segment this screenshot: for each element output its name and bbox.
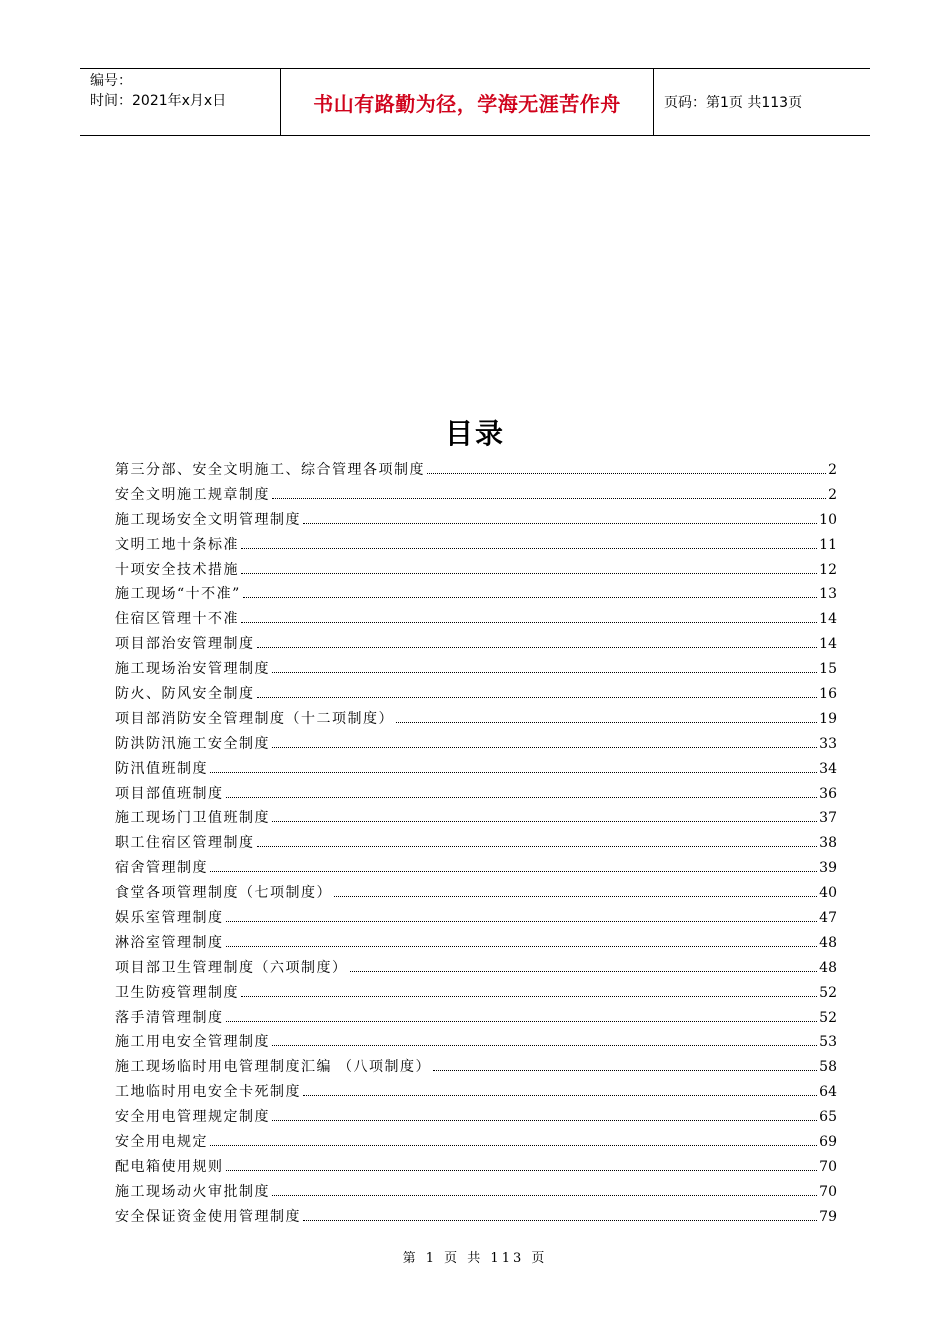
toc-entry[interactable] — [115, 707, 837, 732]
toc-entry-page: 14 — [819, 611, 837, 628]
toc-leader-dots — [334, 895, 817, 897]
toc-leader-dots — [243, 596, 817, 598]
header-meta — [80, 69, 281, 135]
toc-entry-page: 48 — [819, 934, 837, 951]
toc-entry-page: 12 — [819, 561, 837, 578]
toc-leader-dots — [272, 746, 817, 748]
toc-entry-page: 53 — [819, 1034, 837, 1051]
toc-entry-page: 52 — [819, 1009, 837, 1026]
toc-entry-page: 19 — [819, 710, 837, 727]
toc-entry-title: 防火、防风安全制度 — [115, 686, 255, 703]
toc-entry-page: 10 — [819, 511, 837, 528]
toc-entry-page: 14 — [819, 636, 837, 653]
toc-entry-page: 11 — [819, 536, 837, 553]
toc-leader-dots — [257, 696, 818, 698]
toc-entry-page: 38 — [819, 835, 837, 852]
toc-entry[interactable] — [115, 856, 837, 881]
toc-entry[interactable] — [115, 582, 837, 607]
toc-leader-dots — [427, 472, 826, 474]
toc-entry[interactable] — [115, 1080, 837, 1105]
toc-entry[interactable] — [115, 682, 837, 707]
toc-entry[interactable] — [115, 956, 837, 981]
toc-entry-title: 安全用电规定 — [115, 1134, 208, 1151]
toc-entry[interactable] — [115, 831, 837, 856]
toc-entry-page: 15 — [819, 661, 837, 678]
toc-leader-dots — [241, 572, 817, 574]
toc-leader-dots — [303, 522, 817, 524]
toc-entry-title: 食堂各项管理制度（七项制度） — [115, 885, 332, 902]
toc-entry[interactable] — [115, 607, 837, 632]
toc-entry[interactable] — [115, 1105, 837, 1130]
toc-entry[interactable] — [115, 806, 837, 831]
toc-entry[interactable] — [115, 881, 837, 906]
toc-entry[interactable] — [115, 1006, 837, 1031]
toc-entry-page: 58 — [819, 1059, 837, 1076]
toc-leader-dots — [257, 845, 818, 847]
toc-entry-title: 项目部卫生管理制度（六项制度） — [115, 959, 348, 976]
toc-entry-title: 防洪防汛施工安全制度 — [115, 735, 270, 752]
toc-entry[interactable] — [115, 657, 837, 682]
toc-leader-dots — [210, 870, 817, 872]
toc-entry-page: 36 — [819, 785, 837, 802]
toc-entry[interactable] — [115, 632, 837, 657]
header-motto: 书山有路勤为径，学海无涯苦作舟 — [281, 69, 654, 135]
toc-entry-page: 64 — [819, 1084, 837, 1101]
toc-entry-title: 施工用电安全管理制度 — [115, 1034, 270, 1051]
toc-entry-title: 落手清管理制度 — [115, 1009, 224, 1026]
toc-entry-title: 施工现场动火审批制度 — [115, 1183, 270, 1200]
toc-entry-title: 施工现场“十不准” — [115, 586, 241, 603]
toc-leader-dots — [350, 970, 818, 972]
toc-leader-dots — [272, 1194, 817, 1196]
toc-entry-title: 十项安全技术措施 — [115, 561, 239, 578]
toc-leader-dots — [241, 547, 817, 549]
toc-entry-title: 施工现场临时用电管理制度汇编 （八项制度） — [115, 1059, 431, 1076]
toc-leader-dots — [226, 1020, 818, 1022]
toc-entry[interactable] — [115, 533, 837, 558]
table-of-contents — [115, 458, 837, 1230]
toc-entry-page: 2 — [828, 462, 837, 478]
toc-leader-dots — [303, 1094, 817, 1096]
toc-entry-title: 安全保证资金使用管理制度 — [115, 1208, 301, 1225]
toc-entry-page: 48 — [819, 959, 837, 976]
toc-entry-title: 宿舍管理制度 — [115, 860, 208, 877]
toc-entry-title: 施工现场门卫值班制度 — [115, 810, 270, 827]
header-page-info: 页码：第1页 共113页 — [664, 95, 803, 111]
toc-entry[interactable] — [115, 981, 837, 1006]
toc-entry[interactable] — [115, 906, 837, 931]
document-number-label: 编号： — [90, 73, 132, 89]
toc-entry-page: 79 — [819, 1208, 837, 1225]
toc-entry-page: 2 — [828, 486, 837, 503]
toc-entry-page: 13 — [819, 586, 837, 603]
toc-entry[interactable] — [115, 1030, 837, 1055]
toc-entry-title: 防汛值班制度 — [115, 760, 208, 777]
toc-entry-page: 33 — [819, 735, 837, 752]
toc-entry[interactable] — [115, 483, 837, 508]
toc-leader-dots — [210, 771, 817, 773]
toc-entry[interactable] — [115, 1205, 837, 1230]
toc-entry-title: 卫生防疫管理制度 — [115, 984, 239, 1001]
toc-entry[interactable] — [115, 732, 837, 757]
toc-leader-dots — [241, 621, 817, 623]
page-footer: 第 1 页 共 113 页 — [402, 1251, 548, 1266]
toc-leader-dots — [226, 920, 818, 922]
toc-entry-page: 34 — [819, 760, 837, 777]
toc-entry[interactable] — [115, 1180, 837, 1205]
toc-entry-title: 项目部值班制度 — [115, 785, 224, 802]
toc-entry-page: 40 — [819, 885, 837, 902]
toc-leader-dots — [272, 820, 817, 822]
toc-entry[interactable] — [115, 1155, 837, 1180]
toc-entry[interactable] — [115, 782, 837, 807]
toc-entry-page: 37 — [819, 810, 837, 827]
toc-entry[interactable] — [115, 931, 837, 956]
toc-entry-page: 69 — [819, 1134, 837, 1151]
toc-entry-title: 娱乐室管理制度 — [115, 910, 224, 927]
toc-leader-dots — [272, 1044, 817, 1046]
toc-entry-title: 配电箱使用规则 — [115, 1158, 224, 1175]
toc-leader-dots — [272, 497, 826, 499]
document-date: 时间：2021年x月x日 — [90, 93, 227, 109]
toc-title: 目录 — [444, 417, 505, 450]
toc-entry[interactable] — [115, 1130, 837, 1155]
toc-leader-dots — [241, 995, 817, 997]
toc-leader-dots — [226, 796, 818, 798]
toc-entry-page: 52 — [819, 984, 837, 1001]
toc-entry-title: 安全用电管理规定制度 — [115, 1109, 270, 1126]
toc-leader-dots — [226, 1169, 818, 1171]
toc-leader-dots — [303, 1219, 817, 1221]
toc-entry[interactable] — [115, 757, 837, 782]
page-header — [80, 68, 870, 136]
toc-entry-title: 施工现场安全文明管理制度 — [115, 511, 301, 528]
toc-entry-title: 淋浴室管理制度 — [115, 934, 224, 951]
toc-leader-dots — [396, 721, 817, 723]
toc-entry[interactable] — [115, 508, 837, 533]
toc-entry-title: 项目部治安管理制度 — [115, 636, 255, 653]
toc-entry-page: 70 — [819, 1158, 837, 1175]
toc-entry-title: 文明工地十条标准 — [115, 536, 239, 553]
toc-entry[interactable] — [115, 558, 837, 583]
toc-entry-title: 住宿区管理十不准 — [115, 611, 239, 628]
toc-leader-dots — [272, 1119, 817, 1121]
toc-entry-title: 安全文明施工规章制度 — [115, 486, 270, 503]
toc-entry-title: 施工现场治安管理制度 — [115, 661, 270, 678]
toc-entry-title: 工地临时用电安全卡死制度 — [115, 1084, 301, 1101]
toc-entry-title: 职工住宿区管理制度 — [115, 835, 255, 852]
toc-entry[interactable] — [115, 1055, 837, 1080]
toc-entry-title: 第三分部、安全文明施工、综合管理各项制度 — [115, 462, 425, 478]
toc-leader-dots — [257, 646, 818, 648]
toc-entry-page: 16 — [819, 686, 837, 703]
toc-entry-page: 39 — [819, 860, 837, 877]
toc-entry-page: 65 — [819, 1109, 837, 1126]
toc-entry-page: 70 — [819, 1183, 837, 1200]
toc-leader-dots — [272, 671, 817, 673]
toc-leader-dots — [226, 945, 818, 947]
toc-entry-page: 47 — [819, 910, 837, 927]
toc-entry-title: 项目部消防安全管理制度（十二项制度） — [115, 710, 394, 727]
toc-entry[interactable] — [115, 458, 837, 483]
toc-leader-dots — [433, 1069, 817, 1071]
toc-leader-dots — [210, 1144, 817, 1146]
